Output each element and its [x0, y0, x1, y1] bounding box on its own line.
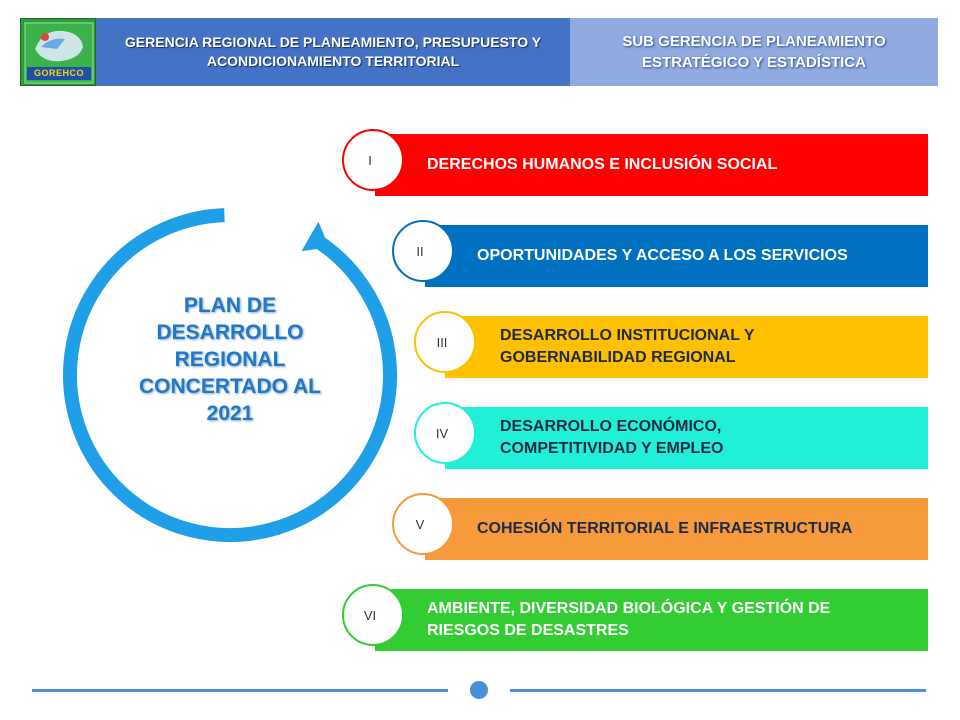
axis-label-1: DERECHOS HUMANOS E INCLUSIÓN SOCIAL	[427, 156, 778, 173]
axis-badge-2	[392, 220, 454, 282]
axis-numeral-4: IV	[435, 425, 449, 441]
axis-numeral-1: I	[368, 152, 372, 168]
footer-dot	[470, 681, 488, 699]
footer-line-right	[510, 689, 926, 692]
footer-line-left	[32, 689, 448, 692]
axis-bar-6	[375, 589, 928, 651]
header-right-title: SUB GERENCIA DE PLANEAMIENTO ESTRATÉGICO Y ESTADÍSTICA	[622, 33, 886, 71]
axis-badge-3	[414, 311, 476, 373]
axis-badge-1	[342, 129, 404, 191]
axis-bar-2	[425, 225, 928, 287]
axis-bar-5	[425, 498, 928, 560]
axis-bar-1	[375, 134, 928, 196]
axis-badge-6	[342, 584, 404, 646]
axis-numeral-3: III	[436, 334, 448, 350]
header-left-title: GERENCIA REGIONAL DE PLANEAMIENTO, PRESUPUESTO Y ACONDICIONAMIENTO TERRITORIAL	[124, 34, 542, 69]
plan-title: PLAN DE DESARROLLO REGIONAL CONCERTADO AL 2021	[139, 294, 321, 425]
logo-wordmark: GOREHCO	[33, 68, 84, 78]
axis-label-2: OPORTUNIDADES Y ACCESO A LOS SERVICIOS	[477, 247, 848, 264]
axis-label-5: COHESIÓN TERRITORIAL E INFRAESTRUCTURA	[477, 520, 853, 537]
axis-badge-4	[414, 402, 476, 464]
axis-label-6: AMBIENTE, DIVERSIDAD BIOLÓGICA Y GESTIÓN DE RIESGOS DE DESASTRES	[427, 600, 831, 639]
axis-numeral-6: VI	[363, 607, 377, 623]
axis-label-4: DESARROLLO ECONÓMICO, COMPETITIVIDAD Y EMPLEO	[500, 418, 724, 457]
axis-bar-3	[445, 316, 928, 378]
ring-arrowhead	[302, 222, 330, 251]
axis-label-3: DESARROLLO INSTITUCIONAL Y GOBERNABILIDAD REGIONAL	[500, 327, 755, 366]
axis-numeral-5: V	[415, 516, 425, 532]
axis-bar-4	[445, 407, 928, 469]
axis-badge-5	[392, 493, 454, 555]
axis-numeral-2: II	[416, 243, 424, 259]
